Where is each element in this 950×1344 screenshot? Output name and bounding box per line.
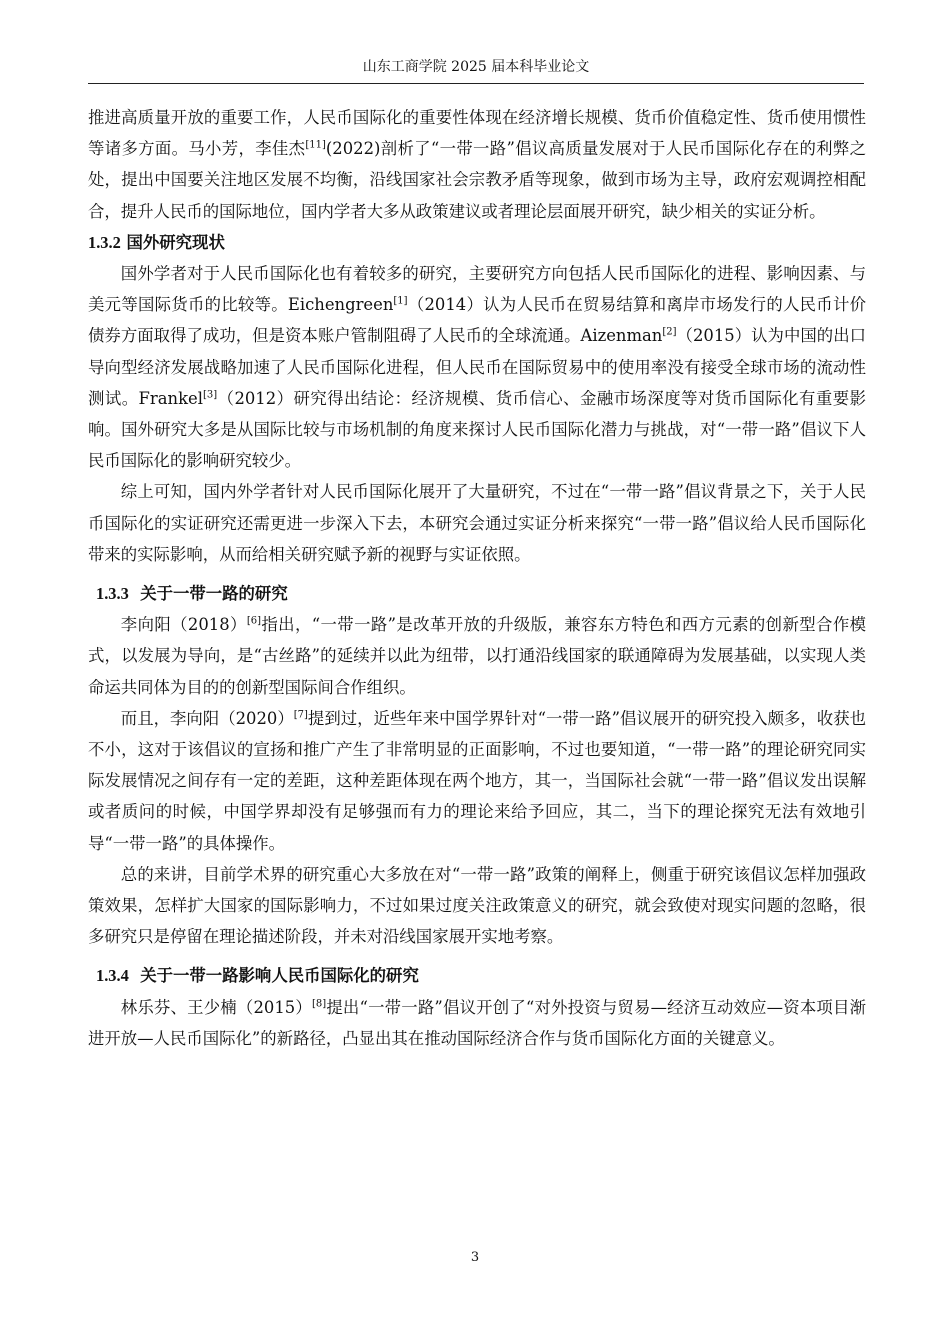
paragraph-domestic-research-end: 推进高质量开放的重要工作，人民币国际化的重要性体现在经济增长规模、货币价值稳定性、货币使用惯性等诸多方面。马小芳，李佳杰[11](2022)剖析了“一带一路”倡议高质量发展对于人民币国际化存在的利弊之处，提出中国要关注地区发展不均衡，沿线国家社会宗教矛盾等现象，做到市场为主导，政府宏观调控相配合，提升人民币的国际地位，国内学者大多从政策建议或者理论层面展开研究，缺少相关的实证分析。	[88, 108, 867, 221]
section-title: 国外研究现状	[126, 232, 225, 252]
paragraph-foreign-research: 国外学者对于人民币国际化也有着较多的研究，主要研究方向包括人民币国际化的进程、影响因素、与美元等国际货币的比较等。Eichengreen[1]（2014）认为人民币在贸易结算和离岸市场发行的人民币计价债券方面取得了成功，但是资本账户管制阻碍了人民币的全球流通。Aizenman[2]（2015）认为中国的出口导向型经济发展战略加速了人民币国际化进程，但人民币在国际贸易中的使用率没有接受全球市场的流动性测试。Frankel[3]（2012）研究得出结论：经济规模、货币信心、金融市场深度等对货币国际化有重要影响。国外研究大多是从国际比较与市场机制的角度来探讨人民币国际化潜力与挑战，对“一带一路”倡议下人民币国际化的影响研究较少。	[88, 264, 867, 471]
section-heading-1-3-3	[88, 578, 866, 609]
section-number: 1.3.2	[88, 232, 121, 252]
header-title: 山东工商学院 2025 届本科毕业论文	[362, 59, 590, 75]
running-header	[88, 58, 864, 84]
paragraph-lin-2015: 林乐芬、王少楠（2015）[8]提出“一带一路”倡议开创了“对外投资与贸易—经济互动效应—资本项目渐进开放—人民币国际化”的新路径，凸显出其在推动国际经济合作与货币国际化方面的关键意义。	[88, 997, 866, 1048]
citation-2: [2]	[662, 326, 677, 338]
page-body	[88, 102, 866, 1054]
citation-8: [8]	[311, 998, 327, 1010]
citation-11: [11]	[305, 139, 326, 151]
citation-7: [7]	[293, 709, 308, 721]
citation-3: [3]	[202, 389, 218, 401]
paragraph-overall: 总的来讲，目前学术界的研究重心大多放在对“一带一路”政策的阐释上，侧重于研究该倡议怎样加强政策效果，怎样扩大国家的国际影响力，不过如果过度关注政策意义的研究，就会致使对现实问题的忽略，很多研究只是停留在理论描述阶段，并未对沿线国家展开实地考察。	[88, 864, 866, 947]
paragraph-li-2018: 李向阳（2018）[6]指出，“一带一路”是改革开放的升级版，兼容东方特色和西方元素的创新型合作模式，以发展为导向，是“古丝路”的延续并以此为纽带，以打通沿线国家的联通障碍为发展基础，以实现人类命运共同体为目的的创新型国际间合作组织。	[88, 615, 866, 697]
section-number: 1.3.3	[96, 584, 129, 604]
section-title: 关于一带一路影响人民币国际化的研究	[140, 966, 419, 986]
citation-1: [1]	[393, 295, 408, 307]
paragraph-li-2020: 而且，李向阳（2020）[7]提到过，近些年来中国学界针对“一带一路”倡议展开的研究投入颇多，收获也不小，这对于该倡议的宣扬和推广产生了非常明显的正面影响，不过也要知道，“一带一路”的理论研究同实际发展情况之间存有一定的差距，这种差距体现在两个地方，其一，当国际社会就“一带一路”倡议发出误解或者质问的时候，中国学界却没有足够强而有力的理论来给予回应，其二，当下的理论探究无法有效地引导“一带一路”的具体操作。	[88, 708, 866, 853]
section-heading-1-3-2	[88, 227, 866, 258]
page-number: 3	[470, 1250, 480, 1265]
citation-6: [6]	[246, 615, 261, 627]
section-title: 关于一带一路的研究	[140, 584, 288, 604]
section-heading-1-3-4	[88, 960, 866, 991]
section-number: 1.3.4	[96, 966, 129, 986]
paragraph-summary: 综上可知，国内外学者针对人民币国际化展开了大量研究，不过在“一带一路”倡议背景之下，关于人民币国际化的实证研究还需更进一步深入下去，本研究会通过实证分析来探究“一带一路”倡议给人民币国际化带来的实际影响，从而给相关研究赋予新的视野与实证依照。	[88, 482, 866, 564]
